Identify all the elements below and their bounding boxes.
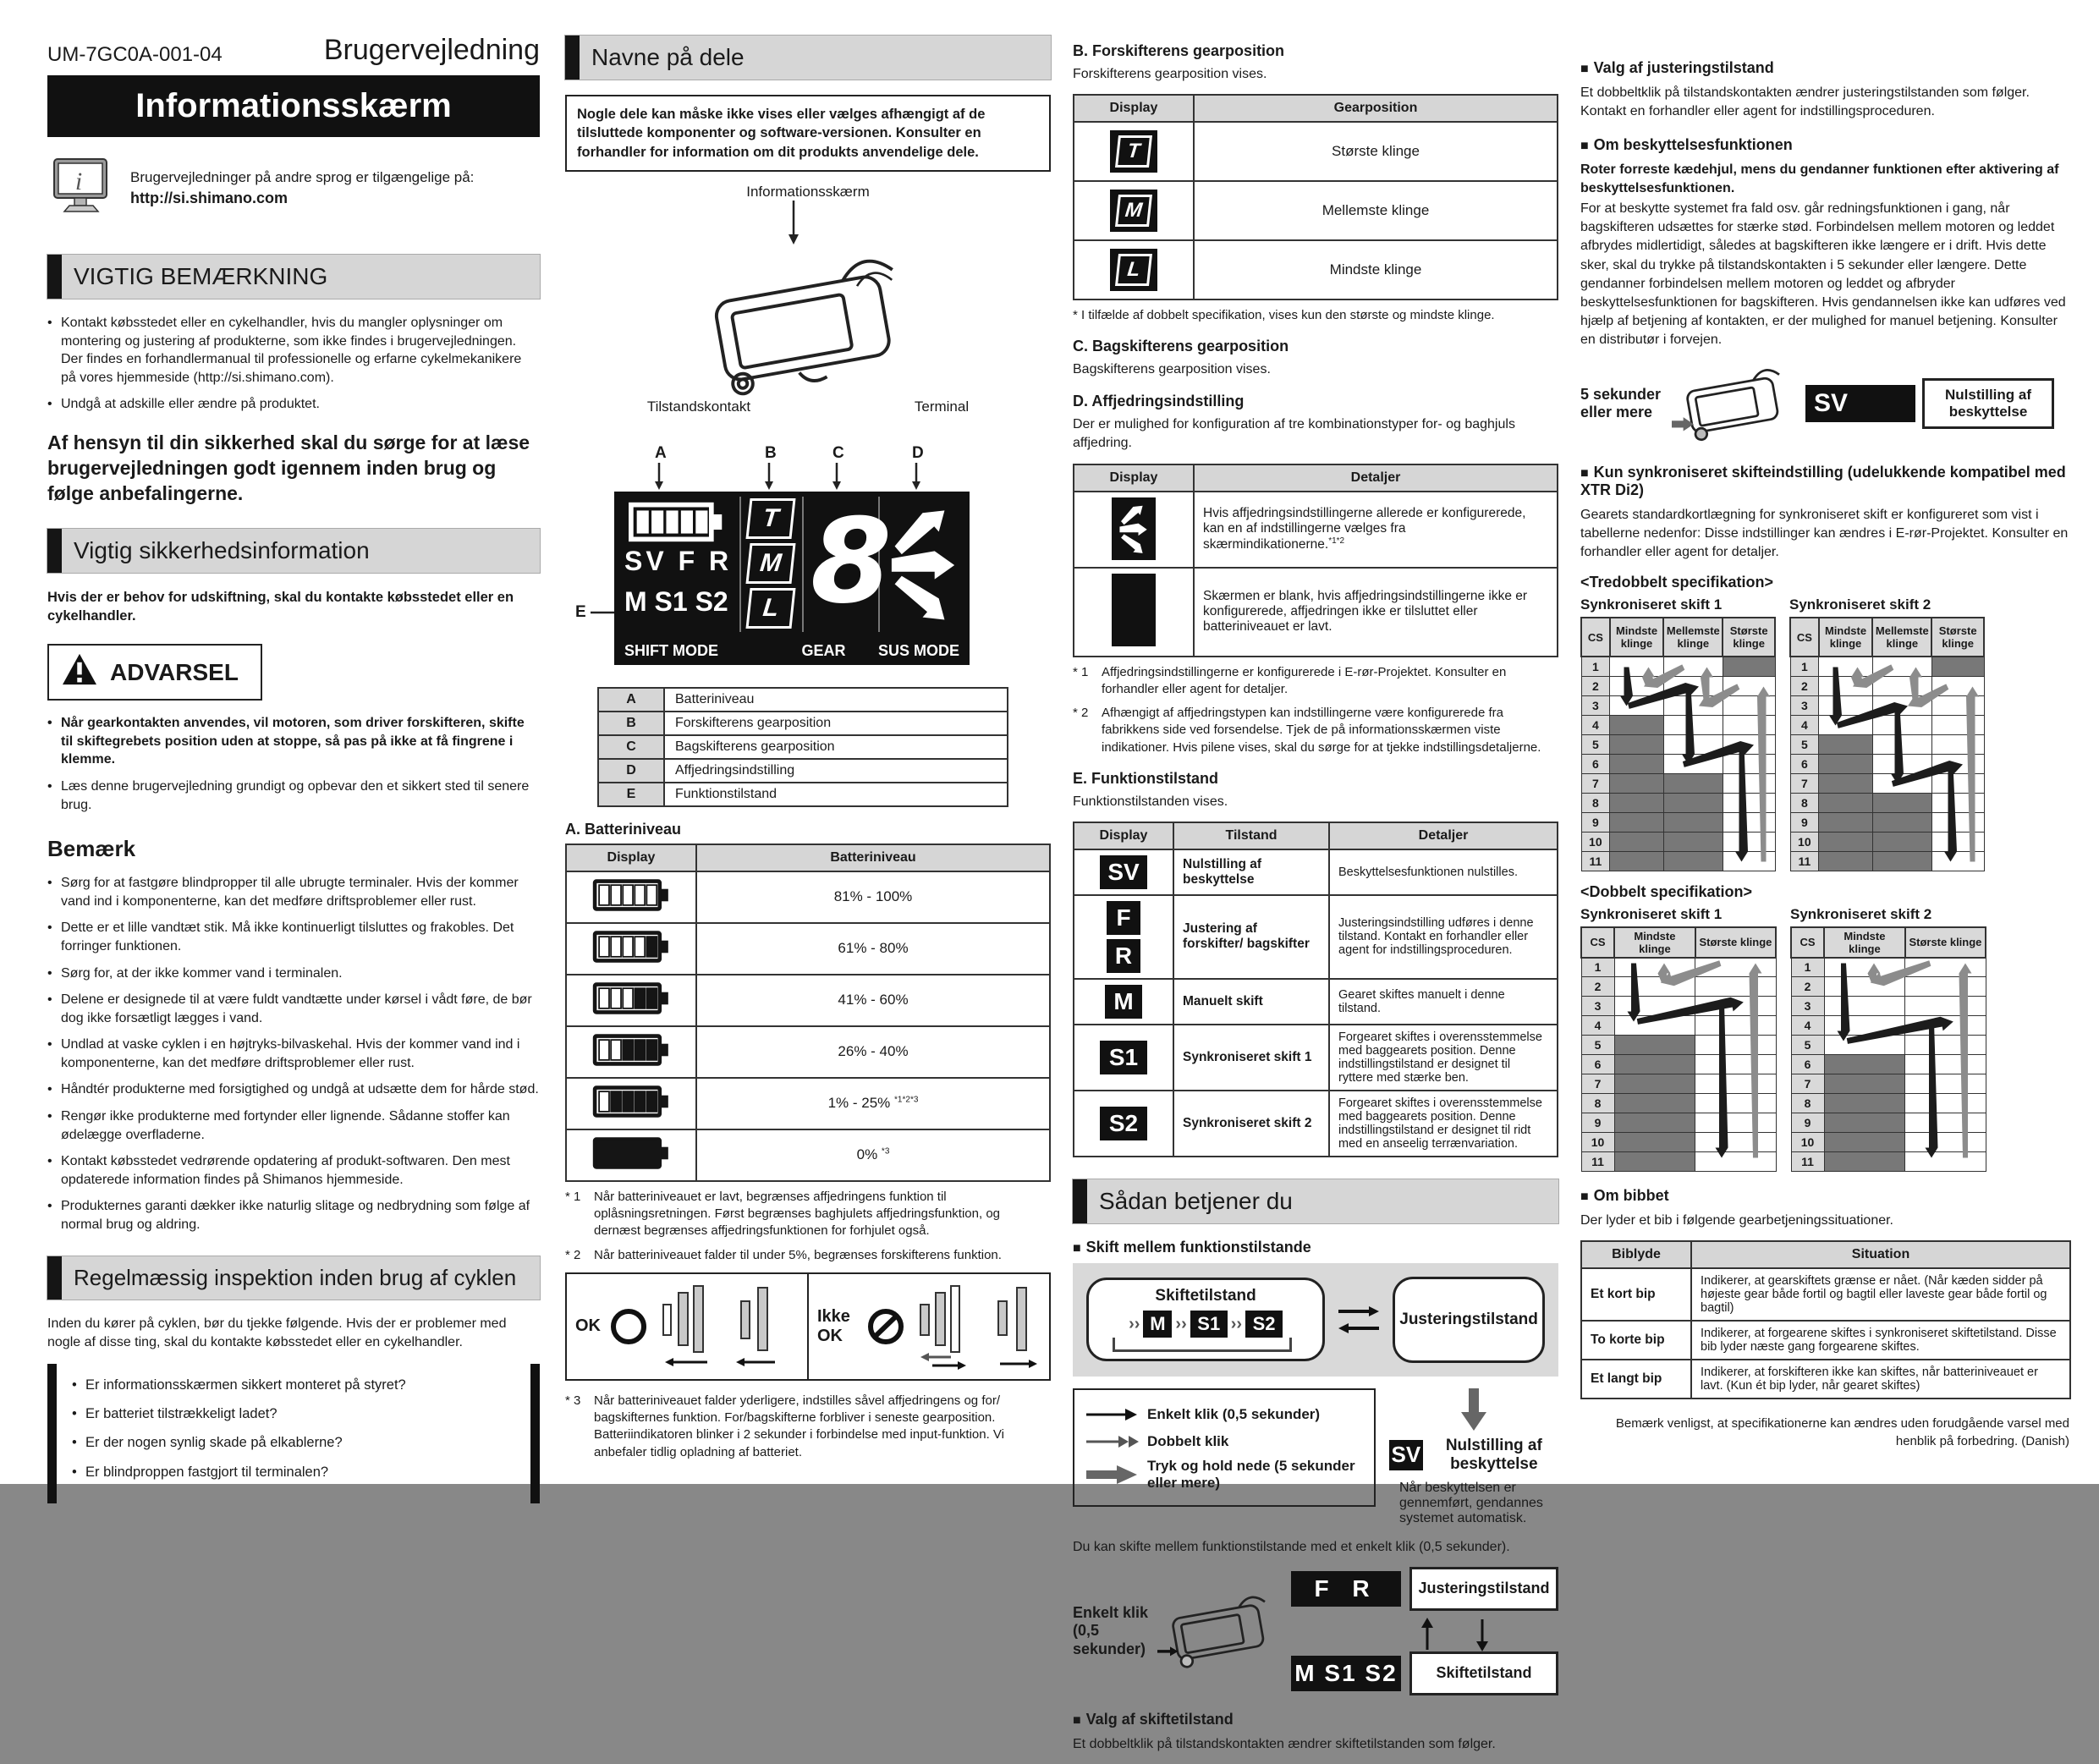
function-mode-row: F R Justering af forskifter/ bagskifter Justeringsindstilling udføres i denne tilstand. Kontakt en forhandler eller agent for indstillingsproceduren. [1074, 895, 1558, 979]
suspension-table: Display Detaljer Hvis affjedringsindstillingerne allerede er konfigurerede, kan en af indstillingerne vælges fra skærmindikationerne.$^{*1*2}$ Skærmen er blank, hvis affjedringsindstillingerne ikke er konfigurerede, affjedringen ikke er tilsluttet eller batteriniveauet er lavt. [1073, 464, 1558, 657]
protection-sub: ■ Om beskyttelsesfunktionen [1580, 136, 2071, 154]
column-2 [565, 0, 1051, 1468]
bullet-item: • Rengør ikke produkterne med fortynder eller lignende. Sådanne stoffer kan ødelægge overfladerne. [47, 1107, 540, 1144]
function-mode-table: Display Tilstand Detaljer SV Nulstilling af beskyttelse Beskyttelsesfunktionen nulstilles. F R Justering af forskifter/ bagskifter Justeringsindstilling udføres i denne tilstand. Kontakt en forhandler eller agent for indstillingsproceduren. M Manuelt skift Gearet skiftes manuelt i denne tilstand. S1 Synkroniseret skift 1 Forgearet skiftes i overensstemmelse med baggearets position. Denne indstillingstilstand er designet til ryttere med stærke ben. S2 Synkroniseret skift 2 Forgearet skiftes i overensstemmelse med baggearets position. Denne indstillingstilstand er designet til ridt med en anseelig terrænvariation. [1073, 822, 1558, 1157]
mode-cycle-diagram [1073, 1263, 1558, 1377]
sv-chip: SV [1389, 1440, 1423, 1470]
rear-gear-intro: Bagskifterens gearposition vises. [1073, 362, 1271, 377]
bullet-item: • Delene er designede til at være fuldt vandtætte under kørsel i vådt føre, de bør dog ikke forsætligt lægges i vand. [47, 991, 540, 1027]
battery-icon [566, 923, 696, 975]
mode-icon: S1 [1074, 1025, 1173, 1091]
section-safety-info: Vigtig sikkerhedsinformation [47, 529, 540, 573]
fr-panel: F R [1291, 1571, 1401, 1607]
bullet-item: • Læs denne brugervejledning grundigt og opbevar den et sikkert sted til senere brug. [47, 778, 540, 814]
mode-sequence: ›› M ›› S1 ›› S2 [1097, 1311, 1314, 1338]
double-tables [1580, 901, 2071, 1173]
marker-arrows [614, 444, 970, 492]
note-list [47, 874, 540, 1234]
ok-label: OK [575, 1316, 601, 1336]
legend-row: B Forskifterens gearposition [598, 712, 1008, 735]
bullet-item: • Er der nogen synlig skade på elkablerne? [72, 1433, 515, 1452]
function-mode-row: M Manuelt skift Gearet skiftes manuelt i denne tilstand. [1074, 979, 1558, 1025]
lcd-front-gear-indicator [748, 498, 794, 629]
label-terminal: Terminal [914, 398, 970, 415]
sync-table-3: CS Mindste klinge Største klinge 1 2 3 4 5 6 7 8 9 10 11 [1580, 926, 1777, 1173]
battery-row: 81% - 100% [566, 871, 1050, 923]
gear-l-icon: L [1115, 254, 1152, 286]
battery-row: 61% - 80% [566, 923, 1050, 975]
mode-loop-line [1113, 1338, 1292, 1352]
front-gear-row: T Største klinge [1074, 122, 1558, 181]
sync-table-title: Synkroniseret skift 2 [1790, 905, 1932, 922]
page-title: Informationsskærm [47, 75, 540, 137]
beep-row: To korte bip Indikerer, at forgearene skiftes i synkroniseret skiftetilstand. Disse bib lyder næste gang forgearene skiftes. [1581, 1321, 2070, 1360]
lcd-modes-row1: SV F R [624, 545, 733, 576]
shift-box-small: Skiftetilstand [1409, 1651, 1558, 1695]
device-figure-main [565, 184, 1051, 415]
marker-e: E [575, 602, 586, 621]
legend-row: C Bagskifterens gearposition [598, 735, 1008, 759]
device-drawing [565, 249, 1051, 397]
beep-intro: Der lyder et bib i følgende gearbetjeningssituationer. [1580, 1213, 1893, 1228]
sv-reset-figure [1389, 1388, 1558, 1526]
battery-icon [566, 1129, 696, 1181]
gear-l-icon: L [745, 588, 795, 629]
sync-table-title: Synkroniseret skift 1 [1580, 905, 1723, 922]
function-mode-row: S2 Synkroniseret skift 2 Forgearet skiftes i overensstemmelse med baggearets position. Denne indstillingstilstand er designet til ridt med en anseelig terrænvariation. [1074, 1091, 1558, 1157]
front-gear-table: Display Gearposition T Største klinge M Mellemste klinge L Mindste klinge [1073, 94, 1558, 300]
single-click-label: Enkelt klik (0,5 sekunder) [1073, 1603, 1149, 1657]
bullet-item: • Kontakt købsstedet vedrørende opdatering af produkt-softwaren. Den mest opdaterede information findes på Shimanos hjemmeside. [47, 1152, 540, 1189]
ms1s2-panel: M S1 S2 [1291, 1656, 1401, 1691]
info-monitor-icon [51, 156, 117, 221]
column-4 [1580, 0, 2071, 1406]
mode-icon: SV [1074, 849, 1173, 895]
operation-sub2: ■ Valg af skiftetilstand [1073, 1711, 1558, 1728]
mode-toggle-arrows [1335, 1300, 1382, 1340]
mode-icon: F R [1074, 895, 1173, 979]
column-1 [47, 0, 540, 1503]
beep-row: Et kort bip Indikerer, at gearskiftets grænse er nået. (Når kæden sidder på højeste gear både fortil og bagtil eller laveste gear både fortil og bagtil) [1581, 1268, 2070, 1321]
warning-box [47, 644, 262, 701]
suspension-row: Hvis affjedringsindstillingerne allerede er konfigurerede, kan en af indstillingerne vælges fra skærmindikationerne.$^{*1*2}$ [1074, 492, 1558, 568]
column-3 [1073, 0, 1558, 1764]
info-url: http://si.shimano.com [130, 189, 288, 206]
adjust-sub1: ■ Valg af justeringstilstand [1580, 59, 2071, 77]
battery-footnote-2: * 2 Når batteriniveauet falder til under 5%, begrænses forskifterens funktion. [565, 1247, 1002, 1262]
lcd-bottom-labels [614, 642, 970, 660]
beep-sub: ■ Om bibbet [1580, 1187, 2071, 1205]
lcd-label-gear: GEAR [801, 641, 846, 659]
single-click-figure [1073, 1567, 1558, 1695]
shift-mode-box [1086, 1278, 1325, 1361]
front-gear-heading: B. Forskifterens gearposition [1073, 42, 1285, 59]
battery-heading: A. Batteriniveau [565, 820, 682, 838]
suspension-footnote-2: * 2 Afhængigt af affjedringstypen kan indstillingerne være konfigurerede fra fabrikkens side ved forsendelse. Tjek de på informationsskærmen viste indikationer. Hvis pilene vises, skal du sørge for at tjekke indstillingsdetaljerne. [1073, 706, 1541, 755]
hold-figure [1580, 360, 2071, 448]
synchro-sub: ■ Kun synkroniseret skifteindstilling (udelukkende kompatibel med XTR Di2) [1580, 464, 2071, 499]
bullet-item: • Sørg for, at der ikke kommer vand i terminalen. [47, 964, 540, 983]
bullet-item: • Undlad at vaske cyklen i en højtryks-bilvaskehal. Hvis der kommer vand ind i komponenterne, kan det medføre driftsproblemer eller rust. [47, 1036, 540, 1072]
rear-gear-heading: C. Bagskifterens gearposition [1073, 338, 1289, 355]
section-important-note: VIGTIG BEMÆRKNING [47, 255, 540, 299]
section-inspection: Regelmæssig inspektion inden brug af cyklen [47, 1256, 540, 1300]
protection-bold: Roter forreste kædehjul, mens du gendanner funktionen efter aktivering af beskyttelsesfunktionen. [1580, 162, 2059, 196]
operation-sub1: ■ Skift mellem funktionstilstande [1073, 1239, 1558, 1256]
sv-note: Når beskyttelsen er gennemført, gendannes systemet automatisk. [1399, 1480, 1543, 1525]
front-gear-row: M Mellemste klinge [1074, 181, 1558, 240]
section-operation: Sådan betjener du [1073, 1179, 1558, 1223]
mode-icon: S2 [1074, 1091, 1173, 1157]
doc-number: UM-7GC0A-001-04 [47, 43, 223, 66]
bullet-item: • Sørg for at fastgøre blindpropper til alle ubrugte terminaler. Hvis der kommer vand ind i komponenterne, kan det medføre driftsproblemer eller rust. [47, 874, 540, 910]
inspection-intro: Inden du kører på cyklen, bør du tjekke følgende. Hvis der er problemer med nogle af disse ting, skal du kontakte købsstedet eller en cykelhandler. [47, 1316, 507, 1349]
function-mode-row: S1 Synkroniseret skift 1 Forgearet skiftes i overensstemmelse med baggearets position. Denne indstillingstilstand er designet til ryttere med stærke ben. [1074, 1025, 1558, 1091]
synchro-intro: Gearets standardkortlægning for synkroniseret skift er konfigureret som vist i tabellerne nedenfor: Disse indstillinger kan ændres i E-rør-Projektet. Konsulter en forhandler eller agent for detaljer. [1580, 507, 2069, 560]
single-click-note: Du kan skifte mellem funktionstilstande med et enkelt klik (0,5 sekunder). [1073, 1539, 1510, 1554]
warning-list [47, 714, 540, 814]
beep-row: Et langt bip Indikerer, at forskifteren ikke kan skiftes, når batteriniveauet er lavt. (Kun ét bip lyder, når gearet skiftes) [1581, 1360, 2070, 1399]
ok-side [567, 1274, 807, 1379]
adjust-mode-box: Justeringstilstand [1393, 1277, 1545, 1363]
battery-icon [566, 871, 696, 923]
legend-item: Tryk og hold nede (5 sekunder eller mere) [1085, 1458, 1364, 1492]
important-note-list [47, 314, 540, 414]
marker-b: B [765, 443, 777, 462]
triple-tables [1580, 591, 2071, 871]
ok-fork-diagram [657, 1283, 783, 1371]
front-gear-footnote: * I tilfælde af dobbelt specifikation, vises kun den største og mindste klinge. [1073, 308, 1495, 323]
blank-display-icon [1112, 574, 1156, 646]
gear-m-icon: M [745, 543, 795, 584]
doc-header [47, 34, 540, 67]
bullet-item: • Kontakt købsstedet eller en cykelhandler, hvis du mangler oplysninger om montering og justering af produkterne, som ikke findes i brugervejledningen. Der findes en forhandlermanual til professionelle og erfarne cykelmekanikere på vores hjemmeside (http://si.shimano.com). [47, 314, 540, 387]
sync-table-2: CS Mindste klinge Mellemste klinge Største klinge 1 2 3 4 5 6 7 8 9 10 11 [1789, 617, 1985, 871]
svg-text:i: i [74, 168, 83, 195]
mode-icon: M [1074, 979, 1173, 1025]
battery-icon [566, 1026, 696, 1078]
bullet-item: • Håndtér produkterne med forsigtighed og undgå at udsætte dem for hårde stød. [47, 1080, 540, 1099]
bullet-item: • Er informationsskærmen sikkert monteret på styret? [72, 1376, 515, 1394]
triple-spec-label: <Tredobbelt specifikation> [1580, 574, 1774, 591]
suspension-footnote-1: * 1 Affjedringsindstillingerne er konfigurerede i E-rør-Projektet. Konsulter en forhandler eller agent for detaljer. [1073, 664, 1507, 696]
safety-lead: Af hensyn til din sikkerhed skal du sørge for at læse brugervejledningen godt igennem inden brug og følge anbefalingerne. [47, 431, 530, 504]
front-gear-row: L Mindste klinge [1074, 240, 1558, 299]
double-spec-label: <Dobbelt specifikation> [1580, 882, 1753, 900]
gear-t-icon: T [745, 498, 795, 539]
legend-row: E Funktionstilstand [598, 783, 1008, 806]
lcd-label-shift-mode: SHIFT MODE [624, 641, 718, 659]
not-ok-icon [866, 1307, 905, 1346]
beep-table: Biblyde Situation Et kort bip Indikerer, at gearskiftets grænse er nået. (Når kæden sidder på højeste gear både fortil og bagtil eller laveste gear både fortil og bagtil) To korte bip Indikerer, at forgearene skiftes i synkroniseret skiftetilstand. Disse bib lyder næste gang forgearene skiftes. Et langt bip Indikerer, at forskifteren ikke kan skiftes, når batteriniveauet er lavt. (Kun ét bip lyder, når gearet skiftes) [1580, 1240, 2071, 1399]
doc-type: Brugervejledning [323, 34, 540, 66]
battery-table: Display Batteriniveau 81% - 100% 61% - 80% 41% - 60% 26% - 40% 1% - 25% $^{*1*2*3}$ 0% $^{*3}$ [565, 844, 1051, 1182]
pointer-line [745, 201, 871, 245]
legend-item: Enkelt klik (0,5 sekunder) [1085, 1404, 1364, 1426]
lcd-diagram [575, 443, 970, 665]
sync-table-title: Synkroniseret skift 2 [1789, 596, 1931, 613]
mode-updown-arrows [1406, 1618, 1508, 1651]
lcd-legend-table [597, 687, 1008, 807]
sus-arrows-icon [1112, 497, 1156, 560]
device-small-2 [1672, 360, 1799, 448]
legend-row: D Affjedringsindstilling [598, 759, 1008, 783]
sv-caption: Nulstilling af beskyttelse [1445, 1436, 1542, 1473]
legend-row: A Batteriniveau [598, 688, 1008, 712]
click-legend [1073, 1388, 1376, 1507]
bullet-item: • Dette er et lille vandtæt stik. Må ikke kontinuerligt tilsluttes og frakobles. Det forringer funktionen. [47, 919, 540, 955]
hold-label: 5 sekunder eller mere [1580, 385, 1662, 421]
battery-row: 0% $^{*3}$ [566, 1129, 1050, 1181]
lcd-gear-digit: 8 [810, 492, 893, 629]
marker-d: D [912, 443, 924, 462]
shift-mode-label: Skiftetilstand [1155, 1287, 1256, 1305]
info-note: Brugervejledninger på andre sprog er tilgængelige på: [130, 169, 475, 185]
bullet-item: • Er batteriet tilstrækkeligt ladet? [72, 1404, 515, 1423]
marker-a: A [655, 443, 667, 462]
parts-note: Nogle dele kan måske ikke vises eller vælges afhængigt af de tilsluttede komponenter og software-versionen. Konsulter en forhandler for information om dit produkts anvendelige dele. [565, 95, 1051, 172]
battery-footnote-1: * 1 Når batteriniveauet er lavt, begrænses affjedringens funktion til oplåsningsretningen. Først begrænses baghjulets affjedringsfunktion, og dernæst begrænses affjedringsfunktionen for forhjulet også. [565, 1189, 1001, 1239]
function-mode-heading: E. Funktionstilstand [1073, 769, 1219, 787]
battery-icon [566, 1078, 696, 1129]
label-tilstandskontakt: Tilstandskontakt [646, 398, 751, 415]
battery-row: 26% - 40% [566, 1026, 1050, 1078]
sync-table-title: Synkroniseret skift 1 [1580, 596, 1723, 613]
info-text [130, 168, 474, 209]
battery-row: 41% - 60% [566, 975, 1050, 1026]
function-mode-intro: Funktionstilstanden vises. [1073, 794, 1228, 809]
not-ok-label: Ikke OK [817, 1306, 850, 1345]
page-footer: Bemærk venligst, at specifikationerne kan ændres uden forudgående varsel med henblik på forbedring. (Danish) [1615, 1416, 2069, 1448]
battery-row: 1% - 25% $^{*1*2*3}$ [566, 1078, 1050, 1129]
protection-text: For at beskytte systemet fra fald osv. går redningsfunktionen i gang, når bagskifteren udsættes for stærke stød. Forbindelsen mellem motoren og leddet afbrydes midlertidigt, således at bagskifteren ikke længere er i drift. Hvis dette sker, skal du trykke på tilstandskontakten i 5 sekunder eller længere. Dette gendanner forbindelsen mellem motoren og leddet og afbryder beskyttelsesfunktionen for bagskifteren. Hvis gendannelsen ikke kan udføres ved hjælp af betjening af kontakten, er der mulighed for manuel betjening. Konsulter en distributør i forvejen. [1580, 201, 2066, 347]
info-row [51, 156, 540, 221]
front-gear-intro: Forskifterens gearposition vises. [1073, 67, 1267, 81]
bullet-item: • Undgå at adskille eller ændre på produktet. [47, 395, 540, 414]
legend-item: Dobbelt klik [1085, 1431, 1364, 1453]
lcd-battery-icon [626, 500, 726, 548]
gear-m-icon: M [1115, 195, 1152, 227]
lcd-panel [614, 492, 970, 665]
adjust-box-small: Justeringstilstand [1409, 1567, 1558, 1611]
warning-label: ADVARSEL [110, 658, 239, 685]
sync-table-1: CS Mindste klinge Mellemste klinge Største klinge 1 2 3 4 5 6 7 8 9 10 11 [1580, 617, 1776, 871]
not-ok-fork-diagram [914, 1283, 1041, 1371]
gear-t-icon: T [1115, 135, 1152, 168]
bullet-item: • Produkternes garanti dækker ikke naturlig slitage og nedbrydning som følge af normal brug og aldring. [47, 1197, 540, 1234]
inspection-checklist-box [47, 1364, 540, 1503]
reset-box: Nulstilling af beskyttelse [1922, 378, 2054, 429]
label-informationsskaerm: Informationsskærm [746, 183, 870, 200]
lcd-sus-mode-icon [887, 497, 961, 635]
not-ok-side [807, 1274, 1049, 1379]
warning-triangle-icon [61, 652, 98, 692]
marker-c: C [832, 443, 844, 462]
ok-not-ok-figure [565, 1272, 1051, 1381]
sync-table-4: CS Mindste klinge Største klinge 1 2 3 4 5 6 7 8 9 10 11 [1790, 926, 1986, 1173]
battery-icon [566, 975, 696, 1026]
suspension-intro: Der er mulighed for konfiguration af tre kombinationstyper for- og baghjuls affjedring. [1073, 417, 1515, 451]
section-parts: Navne på dele [565, 36, 1051, 80]
adjust-text1: Et dobbeltklik på tilstandskontakten ændrer justeringstilstanden som følger. Kontakt en forhandler eller agent for indstillingsproceduren. [1580, 85, 2030, 119]
safety-intro: Hvis der er behov for udskiftning, skal du kontakte købsstedet eller en cykelhandler. [47, 589, 514, 624]
ok-circle-icon [609, 1307, 648, 1346]
function-mode-row: SV Nulstilling af beskyttelse Beskyttelsesfunktionen nulstilles. [1074, 849, 1558, 895]
suspension-heading: D. Affjedringsindstilling [1073, 393, 1245, 410]
lcd-label-sus-mode: SUS MODE [877, 641, 959, 659]
inspection-checklist [72, 1376, 515, 1481]
thick-down-arrow [1459, 1388, 1488, 1432]
note-heading: Bemærk [47, 836, 136, 862]
bullet-item: • Er blindproppen fastgjort til terminalen? [72, 1463, 515, 1481]
operation-sub2-text: Et dobbeltklik på tilstandskontakten ændrer skiftetilstanden som følger. [1073, 1736, 1496, 1751]
battery-footnote-3: * 3 Når batteriniveauet falder yderligere, indstilles såvel affjedringens og for/ bagskifternes funktion. For/bagskifterne forbliver i seneste gearposition. Batteriindikatoren blinker i 2 sekunder i forbindelse med input-funktion. Vi anbefaler tidlig opladning af batteriet. [565, 1393, 1004, 1459]
suspension-row: Skærmen er blank, hvis affjedringsindstillingerne ikke er konfigurerede, affjedringen ikke er tilsluttet eller batteriniveauet er lavt. [1074, 568, 1558, 657]
sv-panel: SV [1805, 385, 1915, 422]
lcd-modes-row2: M S1 S2 [624, 585, 728, 617]
device-small-1 [1157, 1585, 1284, 1678]
bullet-item: • Når gearkontakten anvendes, vil motoren, som driver forskifteren, skifte til skiftegrebets position uden at stoppe, så pas på ikke at få fingrene i klemme. [47, 714, 540, 769]
